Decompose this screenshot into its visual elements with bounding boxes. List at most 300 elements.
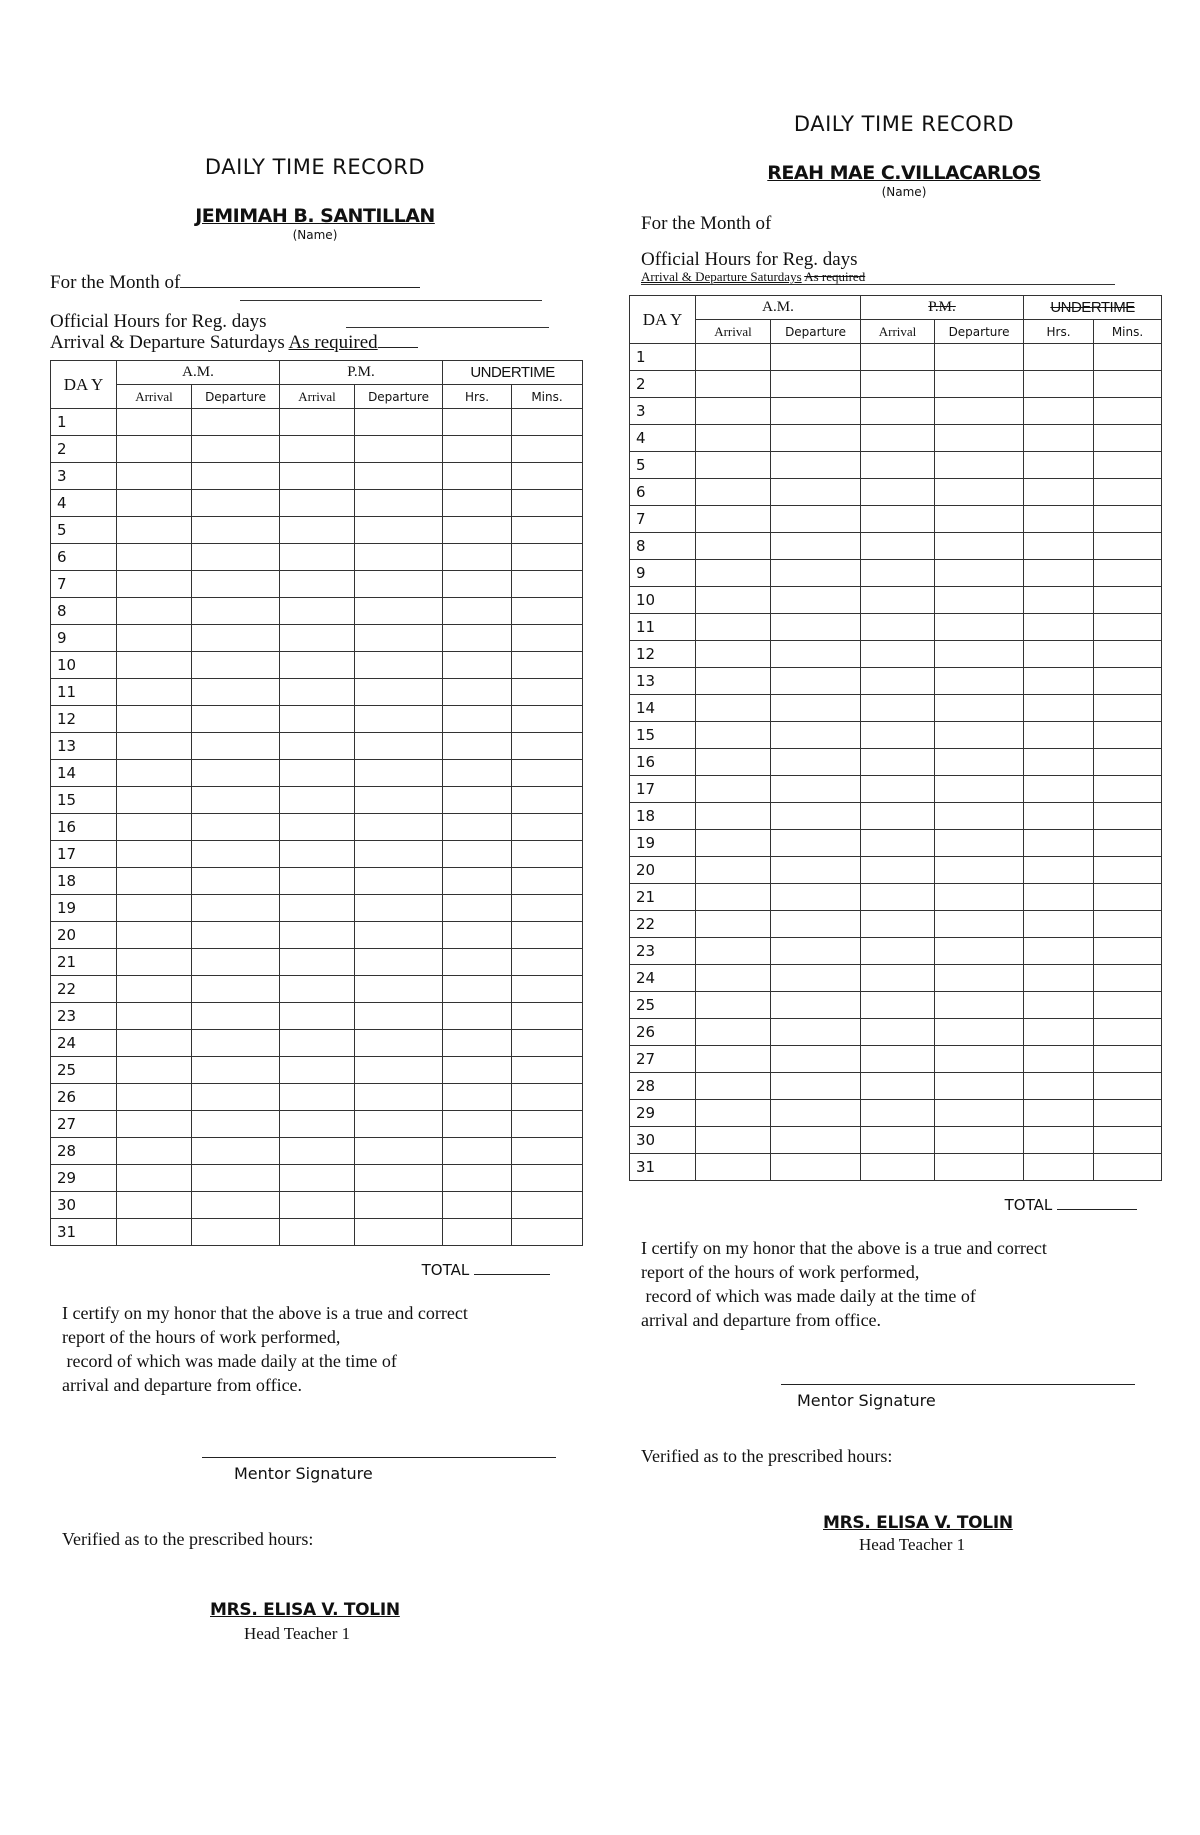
am-departure-cell[interactable] <box>771 614 861 641</box>
am-arrival-cell[interactable] <box>696 533 771 560</box>
am-departure-cell[interactable] <box>771 533 861 560</box>
am-arrival-cell[interactable] <box>696 857 771 884</box>
pm-departure-cell[interactable] <box>355 463 443 490</box>
pm-arrival-cell[interactable] <box>280 949 355 976</box>
undertime-hrs-cell[interactable] <box>1024 425 1094 452</box>
am-departure-cell[interactable] <box>192 1030 280 1057</box>
undertime-mins-cell[interactable] <box>1094 803 1162 830</box>
am-arrival-cell[interactable] <box>117 463 192 490</box>
pm-arrival-cell[interactable] <box>861 1127 935 1154</box>
undertime-mins-cell[interactable] <box>1094 614 1162 641</box>
undertime-hrs-cell[interactable] <box>1024 884 1094 911</box>
pm-departure-cell[interactable] <box>935 533 1024 560</box>
am-departure-cell[interactable] <box>771 371 861 398</box>
pm-departure-cell[interactable] <box>935 857 1024 884</box>
undertime-hrs-cell[interactable] <box>443 787 512 814</box>
undertime-hrs-cell[interactable] <box>443 868 512 895</box>
pm-departure-cell[interactable] <box>355 1219 443 1246</box>
undertime-mins-cell[interactable] <box>1094 425 1162 452</box>
pm-arrival-cell[interactable] <box>280 787 355 814</box>
undertime-hrs-cell[interactable] <box>443 490 512 517</box>
am-arrival-cell[interactable] <box>696 425 771 452</box>
pm-departure-cell[interactable] <box>935 938 1024 965</box>
pm-arrival-cell[interactable] <box>280 733 355 760</box>
am-arrival-cell[interactable] <box>696 1046 771 1073</box>
pm-arrival-cell[interactable] <box>861 938 935 965</box>
undertime-hrs-cell[interactable] <box>1024 776 1094 803</box>
pm-departure-cell[interactable] <box>935 614 1024 641</box>
pm-arrival-cell[interactable] <box>280 895 355 922</box>
pm-arrival-cell[interactable] <box>280 706 355 733</box>
pm-departure-cell[interactable] <box>935 371 1024 398</box>
pm-arrival-cell[interactable] <box>861 506 935 533</box>
undertime-hrs-cell[interactable] <box>1024 695 1094 722</box>
am-arrival-cell[interactable] <box>117 544 192 571</box>
undertime-mins-cell[interactable] <box>1094 992 1162 1019</box>
pm-arrival-cell[interactable] <box>280 1192 355 1219</box>
undertime-hrs-cell[interactable] <box>443 1003 512 1030</box>
pm-arrival-cell[interactable] <box>280 1003 355 1030</box>
am-arrival-cell[interactable] <box>696 1019 771 1046</box>
am-departure-cell[interactable] <box>771 857 861 884</box>
am-departure-cell[interactable] <box>771 479 861 506</box>
am-departure-cell[interactable] <box>771 1100 861 1127</box>
am-departure-cell[interactable] <box>192 949 280 976</box>
pm-departure-cell[interactable] <box>355 1003 443 1030</box>
pm-arrival-cell[interactable] <box>861 857 935 884</box>
undertime-hrs-cell[interactable] <box>443 841 512 868</box>
am-departure-cell[interactable] <box>192 1111 280 1138</box>
am-departure-cell[interactable] <box>771 884 861 911</box>
am-departure-cell[interactable] <box>192 517 280 544</box>
undertime-hrs-cell[interactable] <box>1024 1046 1094 1073</box>
undertime-mins-cell[interactable] <box>1094 695 1162 722</box>
undertime-mins-cell[interactable] <box>1094 560 1162 587</box>
undertime-mins-cell[interactable] <box>512 733 583 760</box>
am-arrival-cell[interactable] <box>696 776 771 803</box>
undertime-mins-cell[interactable] <box>512 652 583 679</box>
pm-departure-cell[interactable] <box>935 1127 1024 1154</box>
am-departure-cell[interactable] <box>192 1084 280 1111</box>
pm-departure-cell[interactable] <box>355 490 443 517</box>
undertime-mins-cell[interactable] <box>512 463 583 490</box>
undertime-mins-cell[interactable] <box>512 1084 583 1111</box>
pm-departure-cell[interactable] <box>935 803 1024 830</box>
undertime-mins-cell[interactable] <box>1094 641 1162 668</box>
am-departure-cell[interactable] <box>192 1165 280 1192</box>
pm-departure-cell[interactable] <box>355 652 443 679</box>
undertime-mins-cell[interactable] <box>1094 1100 1162 1127</box>
pm-departure-cell[interactable] <box>355 841 443 868</box>
undertime-hrs-cell[interactable] <box>1024 614 1094 641</box>
pm-arrival-cell[interactable] <box>280 1219 355 1246</box>
pm-departure-cell[interactable] <box>355 787 443 814</box>
undertime-mins-cell[interactable] <box>1094 965 1162 992</box>
am-arrival-cell[interactable] <box>117 922 192 949</box>
undertime-mins-cell[interactable] <box>512 1057 583 1084</box>
undertime-mins-cell[interactable] <box>512 625 583 652</box>
pm-arrival-cell[interactable] <box>280 1030 355 1057</box>
undertime-hrs-cell[interactable] <box>443 922 512 949</box>
am-departure-cell[interactable] <box>192 1138 280 1165</box>
undertime-hrs-cell[interactable] <box>443 544 512 571</box>
undertime-mins-cell[interactable] <box>512 1111 583 1138</box>
month-blank[interactable] <box>180 270 420 288</box>
pm-departure-cell[interactable] <box>355 1165 443 1192</box>
am-departure-cell[interactable] <box>192 760 280 787</box>
undertime-hrs-cell[interactable] <box>1024 992 1094 1019</box>
undertime-hrs-cell[interactable] <box>443 517 512 544</box>
undertime-hrs-cell[interactable] <box>443 1057 512 1084</box>
pm-arrival-cell[interactable] <box>861 344 935 371</box>
pm-arrival-cell[interactable] <box>280 1165 355 1192</box>
pm-departure-cell[interactable] <box>355 760 443 787</box>
pm-arrival-cell[interactable] <box>861 1046 935 1073</box>
undertime-hrs-cell[interactable] <box>443 1111 512 1138</box>
undertime-mins-cell[interactable] <box>512 679 583 706</box>
am-departure-cell[interactable] <box>192 652 280 679</box>
am-departure-cell[interactable] <box>192 625 280 652</box>
am-arrival-cell[interactable] <box>696 371 771 398</box>
am-arrival-cell[interactable] <box>117 1084 192 1111</box>
pm-arrival-cell[interactable] <box>861 803 935 830</box>
am-departure-cell[interactable] <box>192 679 280 706</box>
pm-arrival-cell[interactable] <box>280 463 355 490</box>
pm-arrival-cell[interactable] <box>861 830 935 857</box>
am-arrival-cell[interactable] <box>696 452 771 479</box>
undertime-mins-cell[interactable] <box>512 1138 583 1165</box>
pm-departure-cell[interactable] <box>355 625 443 652</box>
am-departure-cell[interactable] <box>192 1057 280 1084</box>
am-departure-cell[interactable] <box>192 1003 280 1030</box>
pm-departure-cell[interactable] <box>935 587 1024 614</box>
total-blank[interactable] <box>1057 1195 1137 1210</box>
undertime-mins-cell[interactable] <box>512 1003 583 1030</box>
am-arrival-cell[interactable] <box>696 803 771 830</box>
undertime-mins-cell[interactable] <box>512 922 583 949</box>
undertime-hrs-cell[interactable] <box>443 679 512 706</box>
pm-departure-cell[interactable] <box>355 1030 443 1057</box>
pm-departure-cell[interactable] <box>935 749 1024 776</box>
pm-arrival-cell[interactable] <box>861 398 935 425</box>
am-departure-cell[interactable] <box>771 560 861 587</box>
am-departure-cell[interactable] <box>192 571 280 598</box>
undertime-hrs-cell[interactable] <box>1024 506 1094 533</box>
undertime-hrs-cell[interactable] <box>1024 857 1094 884</box>
am-arrival-cell[interactable] <box>117 571 192 598</box>
pm-arrival-cell[interactable] <box>861 1073 935 1100</box>
pm-departure-cell[interactable] <box>935 911 1024 938</box>
pm-arrival-cell[interactable] <box>861 479 935 506</box>
pm-departure-cell[interactable] <box>355 598 443 625</box>
pm-arrival-cell[interactable] <box>280 841 355 868</box>
undertime-mins-cell[interactable] <box>1094 749 1162 776</box>
pm-arrival-cell[interactable] <box>861 695 935 722</box>
am-departure-cell[interactable] <box>771 830 861 857</box>
undertime-hrs-cell[interactable] <box>443 733 512 760</box>
undertime-mins-cell[interactable] <box>512 1030 583 1057</box>
undertime-mins-cell[interactable] <box>512 814 583 841</box>
pm-arrival-cell[interactable] <box>280 868 355 895</box>
undertime-hrs-cell[interactable] <box>443 1165 512 1192</box>
am-arrival-cell[interactable] <box>117 949 192 976</box>
pm-arrival-cell[interactable] <box>861 722 935 749</box>
pm-arrival-cell[interactable] <box>280 436 355 463</box>
am-departure-cell[interactable] <box>192 463 280 490</box>
undertime-hrs-cell[interactable] <box>1024 371 1094 398</box>
pm-departure-cell[interactable] <box>935 992 1024 1019</box>
undertime-hrs-cell[interactable] <box>443 1219 512 1246</box>
undertime-mins-cell[interactable] <box>1094 938 1162 965</box>
am-arrival-cell[interactable] <box>117 625 192 652</box>
pm-departure-cell[interactable] <box>355 517 443 544</box>
pm-arrival-cell[interactable] <box>280 679 355 706</box>
am-departure-cell[interactable] <box>192 1192 280 1219</box>
am-arrival-cell[interactable] <box>117 1138 192 1165</box>
undertime-mins-cell[interactable] <box>1094 506 1162 533</box>
undertime-mins-cell[interactable] <box>512 517 583 544</box>
am-departure-cell[interactable] <box>192 895 280 922</box>
undertime-mins-cell[interactable] <box>1094 1073 1162 1100</box>
undertime-mins-cell[interactable] <box>1094 479 1162 506</box>
undertime-mins-cell[interactable] <box>1094 452 1162 479</box>
am-departure-cell[interactable] <box>192 706 280 733</box>
undertime-mins-cell[interactable] <box>1094 830 1162 857</box>
undertime-mins-cell[interactable] <box>512 976 583 1003</box>
pm-departure-cell[interactable] <box>935 830 1024 857</box>
pm-arrival-cell[interactable] <box>861 614 935 641</box>
pm-arrival-cell[interactable] <box>861 776 935 803</box>
am-arrival-cell[interactable] <box>117 841 192 868</box>
undertime-mins-cell[interactable] <box>512 598 583 625</box>
pm-arrival-cell[interactable] <box>861 641 935 668</box>
am-departure-cell[interactable] <box>192 436 280 463</box>
undertime-hrs-cell[interactable] <box>443 571 512 598</box>
undertime-mins-cell[interactable] <box>1094 371 1162 398</box>
undertime-hrs-cell[interactable] <box>1024 1073 1094 1100</box>
undertime-hrs-cell[interactable] <box>1024 587 1094 614</box>
undertime-mins-cell[interactable] <box>512 895 583 922</box>
undertime-hrs-cell[interactable] <box>443 895 512 922</box>
undertime-hrs-cell[interactable] <box>443 652 512 679</box>
undertime-hrs-cell[interactable] <box>1024 1154 1094 1181</box>
pm-arrival-cell[interactable] <box>280 409 355 436</box>
pm-departure-cell[interactable] <box>935 884 1024 911</box>
pm-arrival-cell[interactable] <box>280 760 355 787</box>
am-arrival-cell[interactable] <box>117 733 192 760</box>
undertime-mins-cell[interactable] <box>1094 533 1162 560</box>
undertime-mins-cell[interactable] <box>1094 344 1162 371</box>
pm-departure-cell[interactable] <box>355 1057 443 1084</box>
undertime-mins-cell[interactable] <box>1094 884 1162 911</box>
pm-departure-cell[interactable] <box>355 814 443 841</box>
pm-departure-cell[interactable] <box>355 409 443 436</box>
undertime-hrs-cell[interactable] <box>1024 668 1094 695</box>
pm-arrival-cell[interactable] <box>280 598 355 625</box>
pm-arrival-cell[interactable] <box>861 668 935 695</box>
pm-arrival-cell[interactable] <box>861 992 935 1019</box>
pm-arrival-cell[interactable] <box>280 1138 355 1165</box>
am-arrival-cell[interactable] <box>696 749 771 776</box>
pm-departure-cell[interactable] <box>355 1111 443 1138</box>
am-departure-cell[interactable] <box>192 733 280 760</box>
pm-departure-cell[interactable] <box>935 1046 1024 1073</box>
am-arrival-cell[interactable] <box>696 1154 771 1181</box>
undertime-hrs-cell[interactable] <box>1024 938 1094 965</box>
undertime-mins-cell[interactable] <box>512 949 583 976</box>
am-departure-cell[interactable] <box>192 976 280 1003</box>
pm-arrival-cell[interactable] <box>280 544 355 571</box>
pm-departure-cell[interactable] <box>935 776 1024 803</box>
am-departure-cell[interactable] <box>771 695 861 722</box>
undertime-mins-cell[interactable] <box>512 841 583 868</box>
pm-departure-cell[interactable] <box>355 1192 443 1219</box>
undertime-mins-cell[interactable] <box>512 409 583 436</box>
pm-arrival-cell[interactable] <box>861 1019 935 1046</box>
am-departure-cell[interactable] <box>771 641 861 668</box>
pm-arrival-cell[interactable] <box>861 1100 935 1127</box>
pm-arrival-cell[interactable] <box>861 911 935 938</box>
pm-arrival-cell[interactable] <box>280 922 355 949</box>
am-arrival-cell[interactable] <box>696 695 771 722</box>
pm-arrival-cell[interactable] <box>280 652 355 679</box>
am-arrival-cell[interactable] <box>696 398 771 425</box>
am-departure-cell[interactable] <box>771 398 861 425</box>
am-departure-cell[interactable] <box>771 749 861 776</box>
pm-arrival-cell[interactable] <box>280 517 355 544</box>
pm-departure-cell[interactable] <box>355 1084 443 1111</box>
undertime-mins-cell[interactable] <box>1094 1019 1162 1046</box>
undertime-mins-cell[interactable] <box>512 1219 583 1246</box>
undertime-mins-cell[interactable] <box>512 868 583 895</box>
undertime-hrs-cell[interactable] <box>1024 452 1094 479</box>
am-arrival-cell[interactable] <box>696 506 771 533</box>
pm-departure-cell[interactable] <box>935 398 1024 425</box>
undertime-hrs-cell[interactable] <box>1024 911 1094 938</box>
pm-departure-cell[interactable] <box>355 868 443 895</box>
undertime-mins-cell[interactable] <box>512 544 583 571</box>
undertime-hrs-cell[interactable] <box>1024 560 1094 587</box>
pm-departure-cell[interactable] <box>355 733 443 760</box>
mentor-signature-line[interactable] <box>202 1457 556 1458</box>
am-arrival-cell[interactable] <box>696 1127 771 1154</box>
undertime-mins-cell[interactable] <box>1094 1046 1162 1073</box>
undertime-mins-cell[interactable] <box>512 490 583 517</box>
am-departure-cell[interactable] <box>192 787 280 814</box>
pm-departure-cell[interactable] <box>355 571 443 598</box>
pm-departure-cell[interactable] <box>935 965 1024 992</box>
pm-arrival-cell[interactable] <box>280 490 355 517</box>
undertime-hrs-cell[interactable] <box>443 409 512 436</box>
undertime-hrs-cell[interactable] <box>443 706 512 733</box>
am-arrival-cell[interactable] <box>117 652 192 679</box>
am-arrival-cell[interactable] <box>117 1219 192 1246</box>
am-arrival-cell[interactable] <box>696 479 771 506</box>
am-arrival-cell[interactable] <box>696 560 771 587</box>
am-departure-cell[interactable] <box>771 1127 861 1154</box>
undertime-hrs-cell[interactable] <box>443 1030 512 1057</box>
am-departure-cell[interactable] <box>771 938 861 965</box>
am-departure-cell[interactable] <box>771 452 861 479</box>
undertime-hrs-cell[interactable] <box>443 814 512 841</box>
pm-departure-cell[interactable] <box>935 1154 1024 1181</box>
undertime-mins-cell[interactable] <box>1094 857 1162 884</box>
am-arrival-cell[interactable] <box>696 641 771 668</box>
pm-departure-cell[interactable] <box>935 695 1024 722</box>
am-departure-cell[interactable] <box>192 814 280 841</box>
pm-departure-cell[interactable] <box>935 344 1024 371</box>
undertime-mins-cell[interactable] <box>1094 587 1162 614</box>
pm-arrival-cell[interactable] <box>280 1057 355 1084</box>
undertime-mins-cell[interactable] <box>1094 776 1162 803</box>
undertime-hrs-cell[interactable] <box>443 625 512 652</box>
undertime-mins-cell[interactable] <box>1094 1127 1162 1154</box>
undertime-hrs-cell[interactable] <box>443 976 512 1003</box>
pm-arrival-cell[interactable] <box>861 749 935 776</box>
undertime-hrs-cell[interactable] <box>1024 344 1094 371</box>
undertime-mins-cell[interactable] <box>512 1165 583 1192</box>
am-arrival-cell[interactable] <box>117 409 192 436</box>
am-arrival-cell[interactable] <box>117 814 192 841</box>
pm-departure-cell[interactable] <box>355 706 443 733</box>
am-departure-cell[interactable] <box>771 965 861 992</box>
am-arrival-cell[interactable] <box>117 679 192 706</box>
pm-arrival-cell[interactable] <box>861 965 935 992</box>
am-arrival-cell[interactable] <box>117 787 192 814</box>
pm-arrival-cell[interactable] <box>280 814 355 841</box>
am-arrival-cell[interactable] <box>117 1165 192 1192</box>
am-departure-cell[interactable] <box>771 1154 861 1181</box>
undertime-mins-cell[interactable] <box>1094 911 1162 938</box>
pm-departure-cell[interactable] <box>935 722 1024 749</box>
undertime-mins-cell[interactable] <box>1094 1154 1162 1181</box>
am-arrival-cell[interactable] <box>696 722 771 749</box>
pm-arrival-cell[interactable] <box>280 571 355 598</box>
am-arrival-cell[interactable] <box>117 1003 192 1030</box>
am-arrival-cell[interactable] <box>117 895 192 922</box>
pm-departure-cell[interactable] <box>935 560 1024 587</box>
undertime-hrs-cell[interactable] <box>443 1192 512 1219</box>
undertime-hrs-cell[interactable] <box>1024 830 1094 857</box>
undertime-hrs-cell[interactable] <box>1024 965 1094 992</box>
am-arrival-cell[interactable] <box>696 965 771 992</box>
am-arrival-cell[interactable] <box>117 1057 192 1084</box>
am-departure-cell[interactable] <box>771 344 861 371</box>
pm-departure-cell[interactable] <box>935 452 1024 479</box>
am-departure-cell[interactable] <box>192 490 280 517</box>
pm-departure-cell[interactable] <box>935 506 1024 533</box>
undertime-hrs-cell[interactable] <box>1024 398 1094 425</box>
pm-departure-cell[interactable] <box>935 1073 1024 1100</box>
am-departure-cell[interactable] <box>192 409 280 436</box>
am-departure-cell[interactable] <box>192 598 280 625</box>
mentor-signature-line[interactable] <box>781 1384 1135 1385</box>
am-arrival-cell[interactable] <box>696 668 771 695</box>
am-arrival-cell[interactable] <box>696 344 771 371</box>
am-arrival-cell[interactable] <box>117 976 192 1003</box>
am-departure-cell[interactable] <box>771 506 861 533</box>
am-departure-cell[interactable] <box>192 841 280 868</box>
am-departure-cell[interactable] <box>192 544 280 571</box>
am-arrival-cell[interactable] <box>696 830 771 857</box>
pm-departure-cell[interactable] <box>355 436 443 463</box>
undertime-hrs-cell[interactable] <box>443 1084 512 1111</box>
undertime-hrs-cell[interactable] <box>1024 1100 1094 1127</box>
undertime-hrs-cell[interactable] <box>443 1138 512 1165</box>
pm-arrival-cell[interactable] <box>861 560 935 587</box>
pm-arrival-cell[interactable] <box>280 1111 355 1138</box>
undertime-hrs-cell[interactable] <box>1024 641 1094 668</box>
